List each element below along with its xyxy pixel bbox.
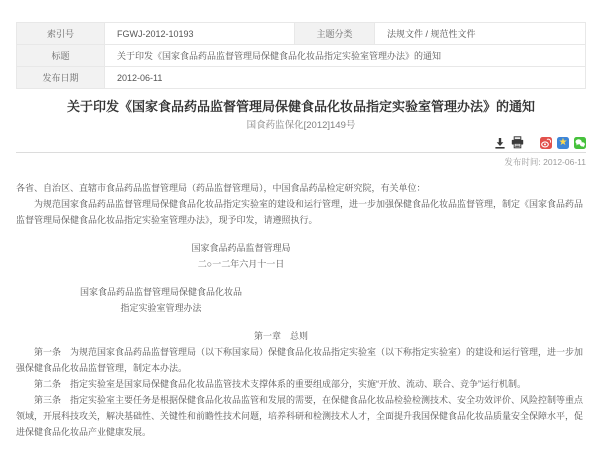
meta-label-title: 标题 [17,45,105,67]
meta-label-date: 发布日期 [17,67,105,89]
doc-number: 国食药监保化[2012]149号 [246,120,356,131]
meta-value-title: 关于印发《国家食品药品监督管理局保健食品化妆品指定实验室管理办法》的通知 [105,45,586,67]
share-wechat-icon[interactable] [574,137,586,149]
table-row [17,45,586,67]
meta-label-index: 索引号 [17,23,105,45]
metadata-table [16,22,586,89]
attachment-title-line2: 指定实验室管理办法 [120,303,202,313]
table-row [17,67,586,89]
article-2: 第二条 指定实验室是国家局保健食品化妆品监管技术支撑体系的重要组成部分，实施“开放、流动、联合、竞争”运行机制。 [34,379,526,389]
print-icon[interactable] [511,136,524,149]
meta-value-index: FGWJ-2012-10193 [105,23,295,45]
table-row [17,23,586,45]
page-title: 关于印发《国家食品药品监督管理局保健食品化妆品指定实验室管理办法》的通知 [66,99,535,114]
publish-time-value: 2012-06-11 [543,157,586,167]
share-qzone-icon[interactable]: ★ [558,136,568,148]
salutation: 各省、自治区、直辖市食品药品监督管理局（药品监督管理局），中国食品药品检定研究院，有关单位： [16,183,426,193]
issue-date: 二○一二年六月十一日 [197,259,285,269]
attachment-title-line1: 国家食品药品监督管理局保健食品化妆品 [79,287,242,297]
intro-paragraph: 为规范国家食品药品监督管理局保健食品化妆品指定实验室的建设和运行管理，进一步加强保健食品化妆品监督管理，制定《国家食品药品监督管理局保健食品化妆品指定实验室管理办法》，现予印发，请遵照执行。 [16,199,584,225]
publish-time-label: 发布时间: [504,157,541,167]
article-3: 第三条 指定实验室主要任务是根据保健食品化妆品监管和发展的需要，在保健食品化妆品检验检测技术、安全功效评价、风险控制等重点领域，开展科技攻关，解决基础性、关键性和前瞻性技术问题，培养科研和检测技术人才，全面提升我国保健食品化妆品质量安全保障水平，促进保健食品化妆品产业健康发展。 [16,395,584,437]
meta-label-category: 主题分类 [295,23,375,45]
document-body [16,180,586,440]
meta-value-date: 2012-06-11 [105,67,586,89]
meta-value-category: 法规文件 / 规范性文件 [375,23,586,45]
chapter-heading: 第一章 总则 [253,331,308,341]
header-divider [16,152,586,153]
article-1: 第一条 为规范国家食品药品监督管理局（以下称国家局）保健食品化妆品指定实验室（以下称指定实验室）的建设和运行管理，进一步加强保健食品化妆品监督管理，制定本办法。 [16,347,584,373]
publish-time [16,157,586,168]
issuer: 国家食品药品监督管理局 [191,243,291,253]
attachment-title [16,284,306,316]
share-weibo-icon[interactable] [540,137,552,149]
toolbar [16,136,586,149]
download-icon[interactable] [493,136,506,149]
signature-block [16,240,466,272]
